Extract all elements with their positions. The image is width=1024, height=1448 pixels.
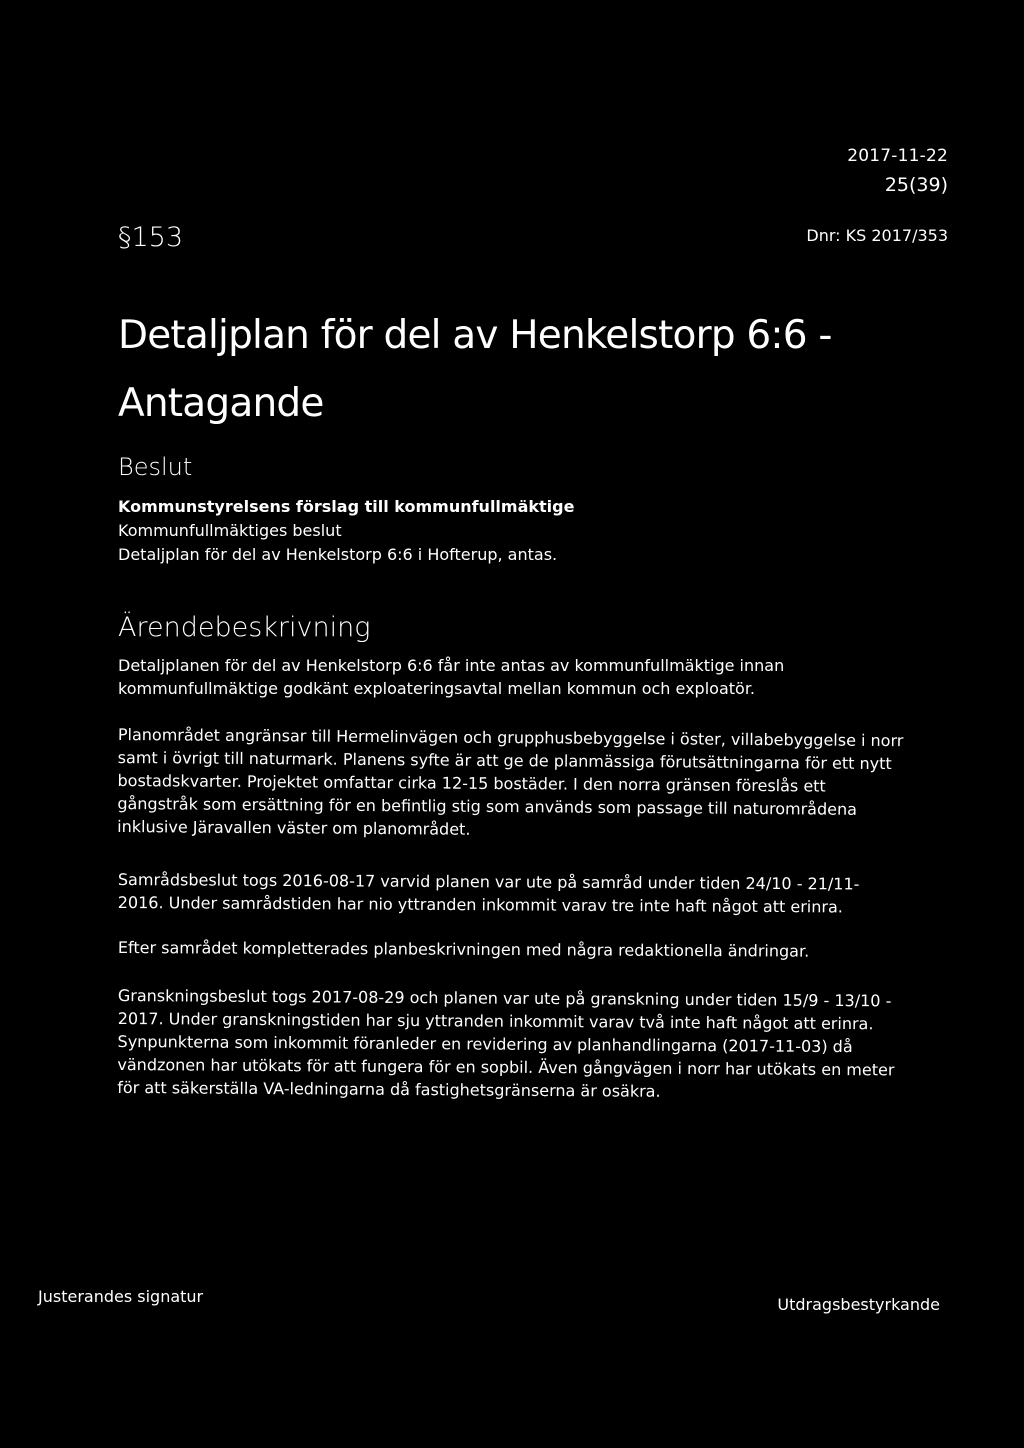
text-line: 2017. Under granskningstiden har sju yttranden inkommit varav två inte haft något att erinra. bbox=[117, 1008, 874, 1034]
paragraph-1 bbox=[118, 654, 784, 700]
beslut-block bbox=[118, 495, 574, 567]
decision-text: Detaljplan för del av Henkelstorp 6:6 i Hofterup, antas. bbox=[118, 545, 558, 564]
text-line: 2016. Under samrådstiden har nio yttranden inkommit varav tre inte haft något att erinra. bbox=[117, 892, 843, 917]
page-number: 25(39) bbox=[884, 174, 948, 196]
paragraph-2 bbox=[117, 723, 903, 844]
text-line: kommunfullmäktige godkänt exploateringsavtal mellan kommun och exploatör. bbox=[118, 679, 756, 698]
page-title bbox=[118, 302, 832, 438]
text-line: gångstråk som ersättning för en befintlig stig som används som passage till naturområdena bbox=[117, 793, 858, 819]
paragraph-3 bbox=[118, 868, 860, 919]
text-line: Samrådsbeslut togs 2016-08-17 varvid planen var ute på samråd under tiden 24/10 - 21/11- bbox=[117, 869, 860, 894]
text-line: samt i övrigt till naturmark. Planens syfte är att ge de planmässiga förutsättningarna för ett nytt bbox=[117, 747, 892, 774]
text-line: Planområdet angränsar till Hermelinvägen och grupphusbebyggelse i öster, villabebyggelse i norr bbox=[117, 724, 904, 751]
beslut-heading: Beslut bbox=[118, 453, 193, 481]
text-line: bostadskvarter. Projektet omfattar cirka 12-15 bostäder. I den norra gränsen föreslås ett bbox=[117, 770, 826, 796]
text-line: för att säkerställa VA-ledningarna då fastighetsgränserna är osäkra. bbox=[117, 1077, 661, 1101]
text-line: Detaljplanen för del av Henkelstorp 6:6 får inte antas av kommunfullmäktige innan bbox=[118, 656, 785, 675]
text-line: Synpunkterna som inkommit föranleder en revidering av planhandlingarna (2017-11-03) då bbox=[117, 1031, 853, 1057]
proposal-label: Kommunstyrelsens förslag till kommunfullmäktige bbox=[118, 497, 575, 516]
meeting-date: 2017-11-22 bbox=[847, 146, 948, 166]
decision-label: Kommunfullmäktiges beslut bbox=[118, 521, 342, 540]
title-line-1: Detaljplan för del av Henkelstorp 6:6 - bbox=[118, 313, 832, 358]
paragraph-5 bbox=[117, 984, 895, 1104]
text-line: Granskningsbeslut togs 2017-08-29 och planen var ute på granskning under tiden 15/9 - 13/10 - bbox=[117, 985, 892, 1011]
diary-number: Dnr: KS 2017/353 bbox=[806, 226, 948, 245]
text-line: Efter samrådet kompletterades planbeskrivningen med några redaktionella ändringar. bbox=[117, 938, 810, 961]
paragraph-4 bbox=[118, 936, 809, 963]
signature-label: Justerandes signatur bbox=[38, 1287, 204, 1306]
text-line: inklusive Järavallen väster om planområdet. bbox=[117, 816, 471, 839]
paragraph-number: §153 bbox=[118, 222, 184, 253]
text-line: vändzonen har utökats för att fungera för en sopbil. Även gångvägen i norr har utökats en meter bbox=[117, 1054, 895, 1080]
title-line-2: Antagande bbox=[118, 381, 324, 426]
certification-label: Utdragsbestyrkande bbox=[777, 1295, 940, 1314]
arendebeskrivning-heading: Ärendebeskrivning bbox=[118, 612, 371, 643]
